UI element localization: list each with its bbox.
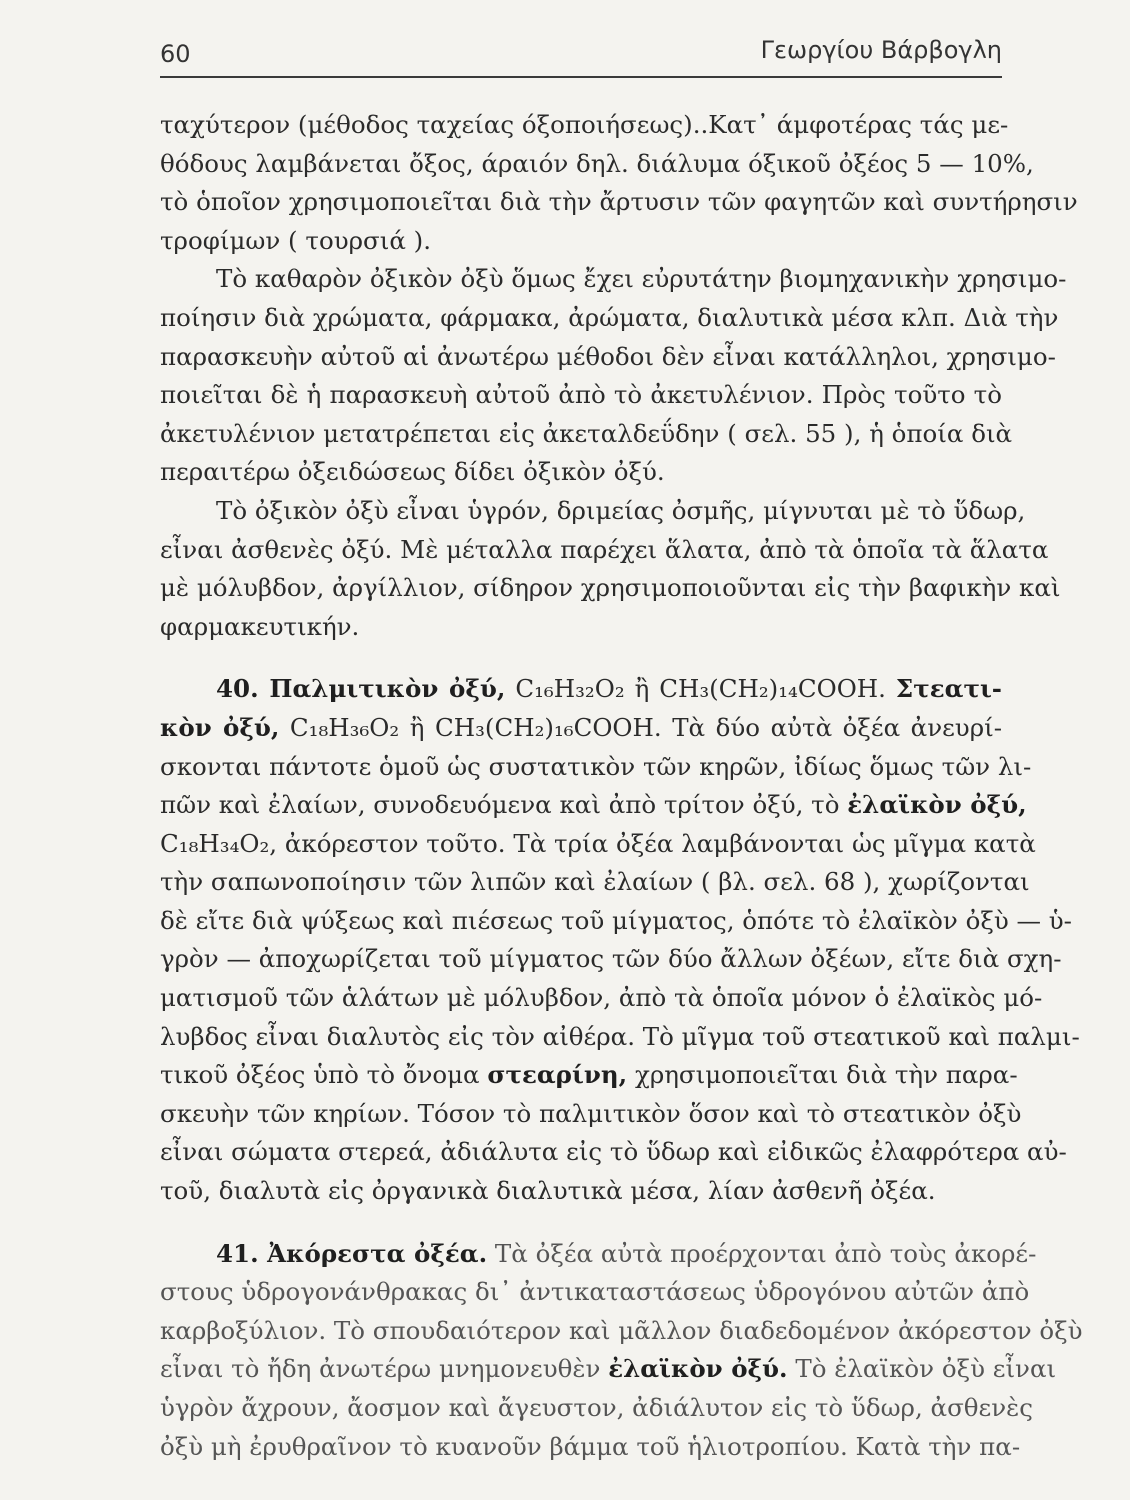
text-line: λυβδος εἶναι διαλυτὸς εἰς τὸν αἰθέρα. Τὸ μῖγμα τοῦ στεατικοῦ καὶ παλμι- xyxy=(160,1021,1080,1051)
text-line: ὀξὺ μὴ ἐρυθραῖνον τὸ κυανοῦν βάμμα τοῦ ἡλιοτροπίου. Κατὰ τὴν πα- xyxy=(160,1431,1021,1461)
inline-text: Τὰ ὀξέα αὐτὰ προέρχονται ἀπὸ τοὺς ἀκορέ- xyxy=(487,1238,1037,1268)
text-line: τὴν σαπωνοποίησιν τῶν λιπῶν καὶ ἐλαίων ( βλ. σελ. 68 ), χωρίζονται xyxy=(160,867,1030,897)
text-line: εἶναι σώματα στερεά, ἀδιάλυτα εἰς τὸ ὕδωρ καὶ εἰδικῶς ἐλαφρότερα αὐ- xyxy=(160,1137,1067,1167)
stearin-term: στεαρίνη, xyxy=(487,1060,628,1090)
text-line: τοῦ, διαλυτὰ εἰς ὀργανικὰ διαλυτικὰ μέσα, λίαν ἀσθενῆ ὀξέα. xyxy=(160,1176,936,1206)
section-40 xyxy=(160,670,1080,1210)
text-line: σκονται πάντοτε ὁμοῦ ὡς συστατικὸν τῶν κηρῶν, ἰδίως ὅμως τῶν λι- xyxy=(160,751,1032,781)
text-line: Τὸ ὀξικὸν ὀξὺ εἶναι ὑγρόν, δριμείας ὀσμῆς, μίγνυται μὲ τὸ ὕδωρ, xyxy=(216,495,1026,525)
text-line: ταχύτερον (μέθοδος ταχείας όξοποιήσεως)..Κατ᾽ άμφοτέρας τάς με- xyxy=(160,110,1009,139)
text-line: δὲ εἴτε διὰ ψύξεως καὶ πιέσεως τοῦ μίγματος, ὁπότε τὸ ἐλαϊκὸν ὀξὺ — ὑ- xyxy=(160,905,1072,935)
text-line: στους ὑδρογονάνθρακας δι᾽ ἀντικαταστάσεως ὑδρογόνου αὐτῶν ἀπὸ xyxy=(160,1277,1030,1307)
text-line: παρασκευὴν αὐτοῦ αἱ ἀνωτέρω μέθοδοι δὲν εἶναι κατάλληλοι, χρησιμο- xyxy=(160,341,1056,371)
oleic-acid-term: ἐλαϊκὸν ὀξύ. xyxy=(608,1354,788,1384)
stearic-acid-term: Στεατι- xyxy=(895,674,1002,704)
text-line: τὸ ὁποῖον χρησιμοποιεῖται διὰ τὴν ἄρτυσιν τῶν φαγητῶν καὶ συντήρησιν xyxy=(160,187,1078,217)
text-line: γρὸν — ἀποχωρίζεται τοῦ μίγματος τῶν δύο ἄλλων ὀξέων, εἴτε διὰ σχη- xyxy=(160,944,1062,974)
paragraph-pure-acetic-acid xyxy=(160,260,1067,492)
inline-text: Τὸ ἐλαϊκὸν ὀξὺ εἶναι xyxy=(787,1354,1057,1384)
page-header xyxy=(160,36,1002,78)
text-line: Τὸ καθαρὸν ὀξικὸν ὀξὺ ὅμως ἔχει εὐρυτάτην βιομηχανικὴν χρησιμο- xyxy=(216,264,1067,294)
running-head: Γεωργίου Βάρβογλη xyxy=(760,36,1002,64)
section-40-heading: 40. Παλμιτικὸν ὀξύ, xyxy=(216,674,506,704)
text-line xyxy=(160,1235,1037,1274)
text-line: θόδους λαμβάνεται ὄξος, άραιόν δηλ. διάλυμα όξικοῦ ὀξέος 5 — 10%, xyxy=(160,148,1034,178)
text-line xyxy=(160,709,1002,748)
page-body xyxy=(160,106,1083,1466)
oleic-acid-term: ἐλαϊκὸν ὀξύ, xyxy=(847,790,1027,820)
text-line: ὑγρὸν ἄχρουν, ἄοσμον καὶ ἄγευστον, ἀδιάλυτον εἰς τὸ ὕδωρ, ἀσθενὲς xyxy=(160,1393,1034,1422)
inline-text: εἶναι τὸ ἤδη ἀνωτέρω μνημονευθὲν xyxy=(160,1354,609,1384)
inline-text: C₁₈H₃₆O₂ ἢ CH₃(CH₂)₁₆COOH. Τὰ δύο αὐτὰ ὀξέα ἀνευρί- xyxy=(279,712,1002,742)
section-41-heading: 41. Ἀκόρεστα ὀξέα. xyxy=(216,1238,488,1268)
inline-text: τικοῦ ὀξέος ὑπὸ τὸ ὄνομα xyxy=(160,1060,488,1090)
text-line: ἀκετυλένιον μετατρέπεται εἰς ἀκεταλδεΰδην ( σελ. 55 ), ἡ ὁποία διὰ xyxy=(160,418,1013,448)
section-41 xyxy=(160,1235,1083,1467)
text-line: μὲ μόλυβδον, ἀργίλλιον, σίδηρον χρησιμοποιοῦνται εἰς τὴν βαφικὴν καὶ xyxy=(160,573,1061,603)
text-line: ματισμοῦ τῶν ἁλάτων μὲ μόλυβδον, ἀπὸ τὰ ὁποῖα μόνον ὁ ἐλαϊκὸς μό- xyxy=(160,983,1043,1013)
text-line: ποιεῖται δὲ ἡ παρασκευὴ αὐτοῦ ἀπὸ τὸ ἀκετυλένιον. Πρὸς τοῦτο τὸ xyxy=(160,380,1002,410)
inline-text: χρησιμοποιεῖται διὰ τὴν παρα- xyxy=(627,1060,1018,1090)
paragraph-acetic-properties xyxy=(160,492,1061,646)
text-line: εἶναι ἀσθενὲς ὀξύ. Μὲ μέταλλα παρέχει ἅλατα, ἀπὸ τὰ ὁποῖα τὰ ἅλατα xyxy=(160,534,1049,564)
inline-text: C₁₆H₃₂O₂ ἢ CH₃(CH₂)₁₄COOH. xyxy=(505,674,896,704)
inline-text: πῶν καὶ ἐλαίων, συνοδευόμενα καὶ ἀπὸ τρίτον ὀξύ, τὸ xyxy=(160,790,848,820)
text-line: περαιτέρω ὀξειδώσεως δίδει ὀξικὸν ὀξύ. xyxy=(160,457,665,487)
text-line: ποίησιν διὰ χρώματα, φάρμακα, ἀρώματα, διαλυτικὰ μέσα κλπ. Διὰ τὴν xyxy=(160,302,1059,332)
text-line: σκευὴν τῶν κηρίων. Τόσον τὸ παλμιτικὸν ὅσον καὶ τὸ στεατικὸν ὀξὺ xyxy=(160,1098,1022,1128)
text-line xyxy=(160,1056,1018,1095)
text-line: καρβοξύλιον. Τὸ σπουδαιότερον καὶ μᾶλλον διαδεδομένον ἀκόρεστον ὀξὺ xyxy=(160,1315,1083,1345)
text-line: φαρμακευτικήν. xyxy=(160,611,360,641)
text-line: τροφίμων ( τουρσιά ). xyxy=(160,225,432,255)
text-line xyxy=(160,1350,1057,1389)
text-line xyxy=(160,786,1027,825)
page-number: 60 xyxy=(160,40,191,68)
text-line: C₁₈H₃₄O₂, ἀκόρεστον τοῦτο. Τὰ τρία ὀξέα λαμβάνονται ὡς μῖγμα κατὰ xyxy=(160,828,1036,858)
paragraph-vinegar xyxy=(160,106,1078,260)
stearic-acid-term: κὸν ὀξύ, xyxy=(160,712,280,742)
text-line xyxy=(160,670,1002,709)
